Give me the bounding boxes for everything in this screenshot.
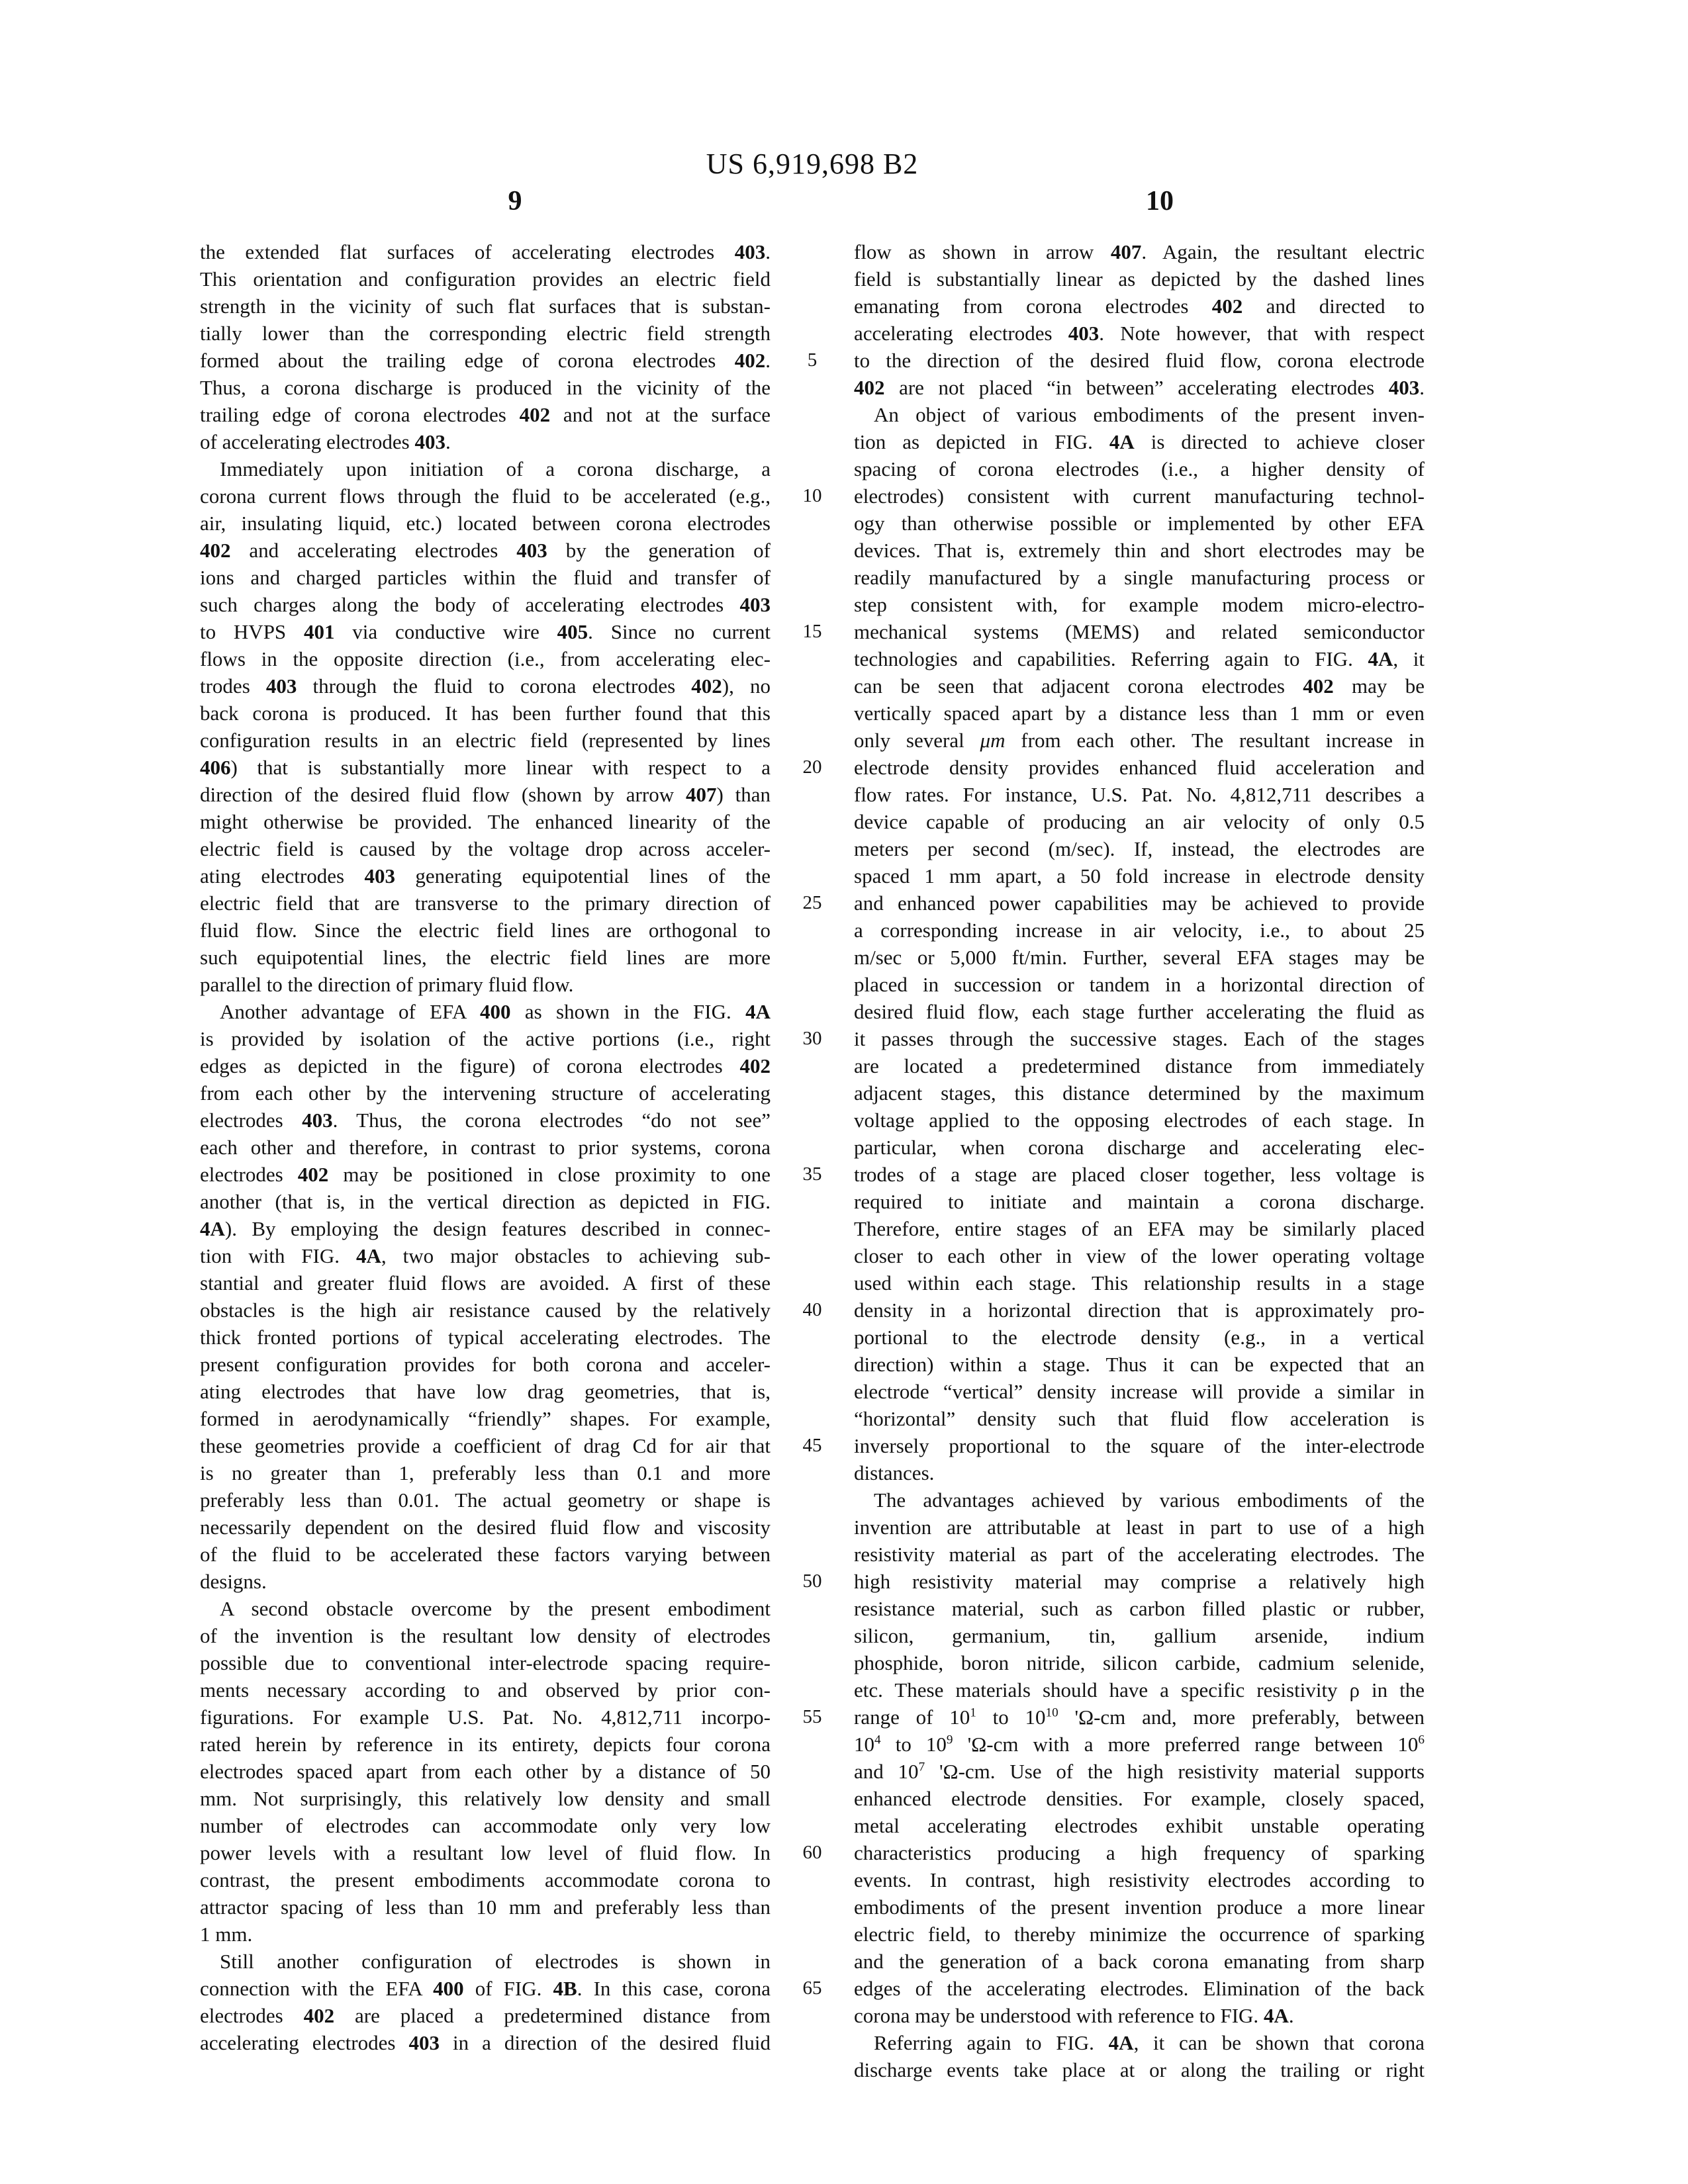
text-line: An object of various embodiments of the present inven- xyxy=(874,403,1425,426)
text-line: number of electrodes can accommodate only very low xyxy=(200,1814,771,1837)
gutter-line-number: 5 xyxy=(807,349,818,371)
text-line: The advantages achieved by various embodiments of the xyxy=(874,1488,1425,1512)
text-line: electric field is caused by the voltage drop across acceler- xyxy=(200,837,771,860)
text-line: high resistivity material may comprise a relatively high xyxy=(854,1570,1425,1593)
text-line: electrodes 402 may be positioned in close proximity to one xyxy=(200,1163,771,1186)
text-line: tially lower than the corresponding electric field strength xyxy=(200,322,771,345)
text-line: trodes 403 through the fluid to corona electrodes 402), no xyxy=(200,674,771,698)
text-line: This orientation and configuration provides an electric field xyxy=(200,267,771,291)
text-line: discharge events take place at or along the trailing or right xyxy=(854,2058,1425,2081)
text-line: inversely proportional to the square of the inter-electrode xyxy=(854,1434,1425,1457)
text-line: 406) that is substantially more linear with respect to a xyxy=(200,756,771,779)
text-line: to the direction of the desired fluid flow, corona electrode xyxy=(854,349,1425,372)
text-line: obstacles is the high air resistance caused by the relatively xyxy=(200,1298,771,1322)
text-line: accelerating electrodes 403 in a direction of the desired fluid xyxy=(200,2031,771,2054)
text-line: trailing edge of corona electrodes 402 and not at the surface xyxy=(200,403,771,426)
gutter-line-number: 55 xyxy=(802,1706,822,1727)
text-line: from each other by the intervening structure of accelerating xyxy=(200,1081,771,1105)
text-line: of the fluid to be accelerated these factors varying between xyxy=(200,1543,771,1566)
text-line: $10^4$ to $10^9$ 'Ω-cm with a more preferred range between $10^6$ xyxy=(854,1733,1425,1756)
text-line: used within each stage. This relationship results in a stage xyxy=(854,1271,1425,1295)
text-line: tion as depicted in FIG. 4A is directed to achieve closer xyxy=(854,430,1425,453)
text-line: meters per second (m/sec). If, instead, the electrodes are xyxy=(854,837,1425,860)
patent-number-header: US 6,919,698 B2 xyxy=(706,148,919,180)
text-line: electrodes spaced apart from each other by a distance of 50 xyxy=(200,1760,771,1783)
text-line: is provided by isolation of the active portions (i.e., right xyxy=(200,1027,771,1050)
text-line: events. In contrast, high resistivity electrodes according to xyxy=(854,1868,1425,1891)
gutter-line-number: 65 xyxy=(802,1978,822,1999)
text-line: electrodes 402 are placed a predetermined distance from xyxy=(200,2004,771,2027)
text-line: edges as depicted in the figure) of corona electrodes 402 xyxy=(200,1054,771,1077)
text-line: m/sec or 5,000 ft/min. Further, several EFA stages may be xyxy=(854,946,1425,969)
text-line: ogy than otherwise possible or implemented by other EFA xyxy=(854,512,1425,535)
text-line: 4A). By employing the design features described in connec- xyxy=(200,1217,771,1240)
text-line: a corresponding increase in air velocity, i.e., to about 25 xyxy=(854,919,1425,942)
text-line: present configuration provides for both corona and acceler- xyxy=(200,1353,771,1376)
text-line: formed about the trailing edge of corona electrodes 402. xyxy=(200,349,771,372)
text-line: edges of the accelerating electrodes. Elimination of the back xyxy=(854,1977,1425,2000)
text-line: phosphide, boron nitride, silicon carbide, cadmium selenide, xyxy=(854,1651,1425,1674)
text-line: step consistent with, for example modem micro-electro- xyxy=(854,593,1425,616)
text-line: formed in aerodynamically “friendly” shapes. For example, xyxy=(200,1407,771,1430)
text-line: mm. Not surprisingly, this relatively low density and small xyxy=(200,1787,771,1810)
text-line: placed in succession or tandem in a horizontal direction of xyxy=(854,973,1425,996)
text-line: electrodes 403. Thus, the corona electrodes “do not see” xyxy=(200,1109,771,1132)
text-line: “horizontal” density such that fluid flow acceleration is xyxy=(854,1407,1425,1430)
text-line: ating electrodes that have low drag geometries, that is, xyxy=(200,1380,771,1403)
text-line: possible due to conventional inter-electrode spacing require- xyxy=(200,1651,771,1674)
text-line: portional to the electrode density (e.g., in a vertical xyxy=(854,1326,1425,1349)
line-number-gutter xyxy=(771,238,854,2083)
text-line: ions and charged particles within the fluid and transfer of xyxy=(200,566,771,589)
text-line: corona may be understood with reference to FIG. 4A. xyxy=(854,2004,1294,2027)
gutter-line-number: 25 xyxy=(802,892,822,913)
gutter-line-number: 15 xyxy=(802,621,822,642)
text-line: voltage applied to the opposing electrodes of each stage. In xyxy=(854,1109,1425,1132)
column-number-right: 10 xyxy=(1146,186,1174,216)
text-line: to HVPS 401 via conductive wire 405. Since no current xyxy=(200,620,771,643)
text-line: such charges along the body of accelerating electrodes 403 xyxy=(200,593,771,616)
text-line: parallel to the direction of primary fluid flow. xyxy=(200,973,574,996)
text-line: necessarily dependent on the desired fluid flow and viscosity xyxy=(200,1516,771,1539)
text-line: readily manufactured by a single manufacturing process or xyxy=(854,566,1425,589)
text-line: spaced 1 mm apart, a 50 fold increase in electrode density xyxy=(854,864,1425,887)
text-line: it passes through the successive stages. Each of the stages xyxy=(854,1027,1425,1050)
text-line: of the invention is the resultant low density of electrodes xyxy=(200,1624,771,1647)
text-line: desired fluid flow, each stage further accelerating the fluid as xyxy=(854,1000,1425,1023)
text-line: ating electrodes 403 generating equipotential lines of the xyxy=(200,864,771,887)
text-line: electric field that are transverse to the primary direction of xyxy=(200,891,771,915)
text-line: required to initiate and maintain a corona discharge. xyxy=(854,1190,1425,1213)
text-line: etc. These materials should have a specific resistivity ρ in the xyxy=(854,1678,1425,1702)
text-line: direction of the desired fluid flow (shown by arrow 407) than xyxy=(200,783,771,806)
text-column-left xyxy=(200,238,771,2083)
gutter-line-number: 35 xyxy=(802,1163,822,1185)
text-line: power levels with a resultant low level of fluid flow. In xyxy=(200,1841,771,1864)
text-line: and the generation of a back corona emanating from sharp xyxy=(854,1950,1425,1973)
text-line: spacing of corona electrodes (i.e., a higher density of xyxy=(854,457,1425,480)
text-line: can be seen that adjacent corona electrodes 402 may be xyxy=(854,674,1425,698)
text-line: 402 are not placed “in between” accelerating electrodes 403. xyxy=(854,376,1425,399)
text-line: distances. xyxy=(854,1461,935,1484)
text-line: flow rates. For instance, U.S. Pat. No. 4,812,711 describes a xyxy=(854,783,1425,806)
text-line: resistance material, such as carbon filled plastic or rubber, xyxy=(854,1597,1425,1620)
text-line: silicon, germanium, tin, gallium arsenide, indium xyxy=(854,1624,1425,1647)
text-line: rated herein by reference in its entirety, depicts four corona xyxy=(200,1733,771,1756)
text-line: stantial and greater fluid flows are avoided. A first of these xyxy=(200,1271,771,1295)
text-line: characteristics producing a high frequency of sparking xyxy=(854,1841,1425,1864)
text-line: trodes of a stage are placed closer together, less voltage is xyxy=(854,1163,1425,1186)
column-number-left: 9 xyxy=(508,186,522,216)
text-line: vertically spaced apart by a distance less than 1 mm or even xyxy=(854,702,1425,725)
text-line: flow as shown in arrow 407. Again, the resultant electric xyxy=(854,240,1425,263)
text-line: designs. xyxy=(200,1570,267,1593)
text-line: might otherwise be provided. The enhanced linearity of the xyxy=(200,810,771,833)
text-line: corona current flows through the fluid to be accelerated (e.g., xyxy=(200,484,771,508)
text-line: Another advantage of EFA 400 as shown in the FIG. 4A xyxy=(220,1000,771,1023)
text-line: electrodes) consistent with current manufacturing technol- xyxy=(854,484,1425,508)
text-line: particular, when corona discharge and accelerating elec- xyxy=(854,1136,1425,1159)
text-line: these geometries provide a coefficient of drag Cd for air that xyxy=(200,1434,771,1457)
gutter-line-number: 10 xyxy=(802,485,822,506)
text-line: connection with the EFA 400 of FIG. 4B. In this case, corona xyxy=(200,1977,771,2000)
text-line: field is substantially linear as depicted by the dashed lines xyxy=(854,267,1425,291)
text-line: flows in the opposite direction (i.e., from accelerating elec- xyxy=(200,647,771,670)
text-line: air, insulating liquid, etc.) located between corona electrodes xyxy=(200,512,771,535)
text-line: back corona is produced. It has been further found that this xyxy=(200,702,771,725)
text-line: figurations. For example U.S. Pat. No. 4,812,711 incorpo- xyxy=(200,1706,771,1729)
text-line: emanating from corona electrodes 402 and directed to xyxy=(854,295,1425,318)
gutter-line-number: 50 xyxy=(802,1570,822,1592)
text-column-right xyxy=(854,238,1425,2083)
gutter-line-number: 40 xyxy=(802,1299,822,1320)
text-line: preferably less than 0.01. The actual geometry or shape is xyxy=(200,1488,771,1512)
text-line: density in a horizontal direction that is approximately pro- xyxy=(854,1298,1425,1322)
text-line: electric field, to thereby minimize the occurrence of sparking xyxy=(854,1923,1425,1946)
text-line: tion with FIG. 4A, two major obstacles to achieving sub- xyxy=(200,1244,771,1267)
text-line: 402 and accelerating electrodes 403 by the generation of xyxy=(200,539,771,562)
text-line: accelerating electrodes 403. Note however, that with respect xyxy=(854,322,1425,345)
text-line: ments necessary according to and observed by prior con- xyxy=(200,1678,771,1702)
text-line: fluid flow. Since the electric field lines are orthogonal to xyxy=(200,919,771,942)
text-line: enhanced electrode densities. For example, closely spaced, xyxy=(854,1787,1425,1810)
text-line: and enhanced power capabilities may be achieved to provide xyxy=(854,891,1425,915)
text-line: each other and therefore, in contrast to prior systems, corona xyxy=(200,1136,771,1159)
text-line: device capable of producing an air velocity of only 0.5 xyxy=(854,810,1425,833)
text-line: and $10^7$ 'Ω-cm. Use of the high resistivity material supports xyxy=(854,1760,1425,1783)
text-line: Thus, a corona discharge is produced in the vicinity of the xyxy=(200,376,771,399)
text-line: direction) within a stage. Thus it can be expected that an xyxy=(854,1353,1425,1376)
text-line: mechanical systems (MEMS) and related semiconductor xyxy=(854,620,1425,643)
text-line: strength in the vicinity of such flat surfaces that is substan- xyxy=(200,295,771,318)
text-line: technologies and capabilities. Referring again to FIG. 4A, it xyxy=(854,647,1425,670)
text-line: embodiments of the present invention produce a more linear xyxy=(854,1895,1425,1919)
gutter-line-number: 30 xyxy=(802,1028,822,1049)
text-body xyxy=(200,238,1425,2083)
text-line: range of $10^1$ to $10^{10}$ 'Ω-cm and, more preferably, between xyxy=(854,1706,1425,1729)
text-line: Therefore, entire stages of an EFA may be similarly placed xyxy=(854,1217,1425,1240)
text-line: is no greater than 1, preferably less than 0.1 and more xyxy=(200,1461,771,1484)
text-line: A second obstacle overcome by the present embodiment xyxy=(220,1597,771,1620)
text-line: Immediately upon initiation of a corona discharge, a xyxy=(220,457,771,480)
text-line: contrast, the present embodiments accommodate corona to xyxy=(200,1868,771,1891)
text-line: invention are attributable at least in part to use of a high xyxy=(854,1516,1425,1539)
text-line: electrode “vertical” density increase will provide a similar in xyxy=(854,1380,1425,1403)
text-line: such equipotential lines, the electric field lines are more xyxy=(200,946,771,969)
text-line: attractor spacing of less than 10 mm and preferably less than xyxy=(200,1895,771,1919)
text-line: only several μm from each other. The resultant increase in xyxy=(854,729,1425,752)
text-line: of accelerating electrodes 403. xyxy=(200,430,451,453)
text-line: another (that is, in the vertical direction as depicted in FIG. xyxy=(200,1190,771,1213)
text-line: metal accelerating electrodes exhibit unstable operating xyxy=(854,1814,1425,1837)
text-line: are located a predetermined distance from immediately xyxy=(854,1054,1425,1077)
text-line: closer to each other in view of the lower operating voltage xyxy=(854,1244,1425,1267)
text-line: resistivity material as part of the accelerating electrodes. The xyxy=(854,1543,1425,1566)
gutter-line-number: 20 xyxy=(802,756,822,778)
text-line: electrode density provides enhanced fluid acceleration and xyxy=(854,756,1425,779)
text-line: Referring again to FIG. 4A, it can be shown that corona xyxy=(874,2031,1425,2054)
gutter-line-number: 45 xyxy=(802,1435,822,1456)
text-line: Still another configuration of electrodes is shown in xyxy=(220,1950,771,1973)
text-line: thick fronted portions of typical accelerating electrodes. The xyxy=(200,1326,771,1349)
text-line: the extended flat surfaces of accelerating electrodes 403. xyxy=(200,240,771,263)
gutter-line-number: 60 xyxy=(802,1842,822,1863)
text-line: devices. That is, extremely thin and short electrodes may be xyxy=(854,539,1425,562)
text-line: configuration results in an electric field (represented by lines xyxy=(200,729,771,752)
text-line: 1 mm. xyxy=(200,1923,253,1946)
text-line: adjacent stages, this distance determined by the maximum xyxy=(854,1081,1425,1105)
